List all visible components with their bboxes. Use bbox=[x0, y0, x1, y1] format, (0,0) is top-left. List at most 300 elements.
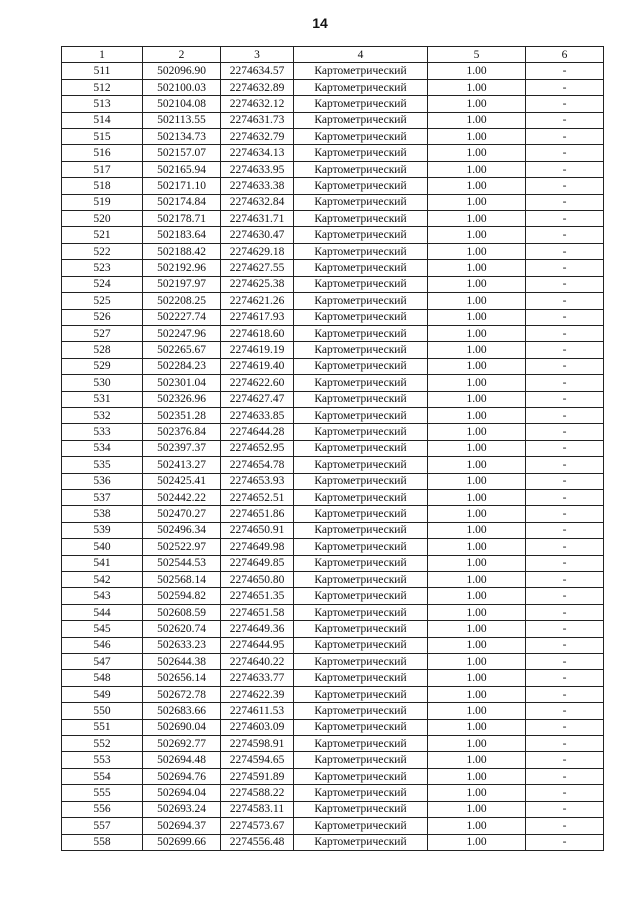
table-row bbox=[62, 670, 604, 686]
point-number-cell: 518 bbox=[62, 178, 143, 194]
note-cell: - bbox=[526, 96, 604, 112]
accuracy-cell: 1.00 bbox=[428, 686, 526, 702]
x-coordinate-cell: 502284.23 bbox=[143, 358, 221, 374]
table-row bbox=[62, 654, 604, 670]
point-number-cell: 551 bbox=[62, 719, 143, 735]
x-coordinate-cell: 502425.41 bbox=[143, 473, 221, 489]
table-row bbox=[62, 260, 604, 276]
x-coordinate-cell: 502208.25 bbox=[143, 293, 221, 309]
column-header: 6 bbox=[526, 47, 604, 63]
x-coordinate-cell: 502544.53 bbox=[143, 555, 221, 571]
method-cell: Картометрический bbox=[294, 604, 428, 620]
method-cell: Картометрический bbox=[294, 309, 428, 325]
method-cell: Картометрический bbox=[294, 145, 428, 161]
table-row bbox=[62, 473, 604, 489]
x-coordinate-cell: 502694.04 bbox=[143, 785, 221, 801]
point-number-cell: 558 bbox=[62, 834, 143, 850]
note-cell: - bbox=[526, 276, 604, 292]
method-cell: Картометрический bbox=[294, 489, 428, 505]
x-coordinate-cell: 502197.97 bbox=[143, 276, 221, 292]
y-coordinate-cell: 2274632.79 bbox=[221, 129, 294, 145]
note-cell: - bbox=[526, 752, 604, 768]
table-body bbox=[62, 63, 604, 851]
y-coordinate-cell: 2274651.86 bbox=[221, 506, 294, 522]
note-cell: - bbox=[526, 703, 604, 719]
x-coordinate-cell: 502192.96 bbox=[143, 260, 221, 276]
note-cell: - bbox=[526, 654, 604, 670]
x-coordinate-cell: 502694.76 bbox=[143, 768, 221, 784]
table-row bbox=[62, 391, 604, 407]
note-cell: - bbox=[526, 834, 604, 850]
accuracy-cell: 1.00 bbox=[428, 604, 526, 620]
y-coordinate-cell: 2274556.48 bbox=[221, 834, 294, 850]
accuracy-cell: 1.00 bbox=[428, 637, 526, 653]
method-cell: Картометрический bbox=[294, 522, 428, 538]
method-cell: Картометрический bbox=[294, 588, 428, 604]
method-cell: Картометрический bbox=[294, 703, 428, 719]
note-cell: - bbox=[526, 506, 604, 522]
table-row bbox=[62, 375, 604, 391]
point-number-cell: 539 bbox=[62, 522, 143, 538]
table-row bbox=[62, 178, 604, 194]
method-cell: Картометрический bbox=[294, 670, 428, 686]
accuracy-cell: 1.00 bbox=[428, 325, 526, 341]
table-row bbox=[62, 588, 604, 604]
x-coordinate-cell: 502096.90 bbox=[143, 63, 221, 79]
point-number-cell: 547 bbox=[62, 654, 143, 670]
note-cell: - bbox=[526, 719, 604, 735]
x-coordinate-cell: 502376.84 bbox=[143, 424, 221, 440]
y-coordinate-cell: 2274630.47 bbox=[221, 227, 294, 243]
method-cell: Картометрический bbox=[294, 227, 428, 243]
accuracy-cell: 1.00 bbox=[428, 506, 526, 522]
x-coordinate-cell: 502594.82 bbox=[143, 588, 221, 604]
method-cell: Картометрический bbox=[294, 79, 428, 95]
x-coordinate-cell: 502326.96 bbox=[143, 391, 221, 407]
y-coordinate-cell: 2274634.57 bbox=[221, 63, 294, 79]
table-row bbox=[62, 227, 604, 243]
method-cell: Картометрический bbox=[294, 637, 428, 653]
method-cell: Картометрический bbox=[294, 752, 428, 768]
table-row bbox=[62, 703, 604, 719]
y-coordinate-cell: 2274654.78 bbox=[221, 457, 294, 473]
note-cell: - bbox=[526, 358, 604, 374]
accuracy-cell: 1.00 bbox=[428, 276, 526, 292]
y-coordinate-cell: 2274650.80 bbox=[221, 572, 294, 588]
point-number-cell: 520 bbox=[62, 211, 143, 227]
x-coordinate-cell: 502157.07 bbox=[143, 145, 221, 161]
accuracy-cell: 1.00 bbox=[428, 670, 526, 686]
y-coordinate-cell: 2274618.60 bbox=[221, 325, 294, 341]
y-coordinate-cell: 2274598.91 bbox=[221, 736, 294, 752]
method-cell: Картометрический bbox=[294, 407, 428, 423]
y-coordinate-cell: 2274653.93 bbox=[221, 473, 294, 489]
note-cell: - bbox=[526, 112, 604, 128]
y-coordinate-cell: 2274640.22 bbox=[221, 654, 294, 670]
note-cell: - bbox=[526, 325, 604, 341]
x-coordinate-cell: 502672.78 bbox=[143, 686, 221, 702]
point-number-cell: 545 bbox=[62, 621, 143, 637]
x-coordinate-cell: 502301.04 bbox=[143, 375, 221, 391]
method-cell: Картометрический bbox=[294, 539, 428, 555]
note-cell: - bbox=[526, 440, 604, 456]
y-coordinate-cell: 2274644.95 bbox=[221, 637, 294, 653]
x-coordinate-cell: 502113.55 bbox=[143, 112, 221, 128]
note-cell: - bbox=[526, 736, 604, 752]
method-cell: Картометрический bbox=[294, 818, 428, 834]
note-cell: - bbox=[526, 489, 604, 505]
note-cell: - bbox=[526, 555, 604, 571]
x-coordinate-cell: 502656.14 bbox=[143, 670, 221, 686]
table-row bbox=[62, 752, 604, 768]
note-cell: - bbox=[526, 522, 604, 538]
note-cell: - bbox=[526, 227, 604, 243]
table-row bbox=[62, 325, 604, 341]
accuracy-cell: 1.00 bbox=[428, 522, 526, 538]
accuracy-cell: 1.00 bbox=[428, 342, 526, 358]
y-coordinate-cell: 2274644.28 bbox=[221, 424, 294, 440]
accuracy-cell: 1.00 bbox=[428, 719, 526, 735]
x-coordinate-cell: 502683.66 bbox=[143, 703, 221, 719]
point-number-cell: 552 bbox=[62, 736, 143, 752]
method-cell: Картометрический bbox=[294, 63, 428, 79]
y-coordinate-cell: 2274631.71 bbox=[221, 211, 294, 227]
point-number-cell: 542 bbox=[62, 572, 143, 588]
table-row bbox=[62, 572, 604, 588]
point-number-cell: 549 bbox=[62, 686, 143, 702]
note-cell: - bbox=[526, 473, 604, 489]
x-coordinate-cell: 502171.10 bbox=[143, 178, 221, 194]
y-coordinate-cell: 2274619.19 bbox=[221, 342, 294, 358]
accuracy-cell: 1.00 bbox=[428, 161, 526, 177]
note-cell: - bbox=[526, 686, 604, 702]
point-number-cell: 519 bbox=[62, 194, 143, 210]
point-number-cell: 521 bbox=[62, 227, 143, 243]
point-number-cell: 532 bbox=[62, 407, 143, 423]
method-cell: Картометрический bbox=[294, 375, 428, 391]
x-coordinate-cell: 502608.59 bbox=[143, 604, 221, 620]
note-cell: - bbox=[526, 342, 604, 358]
y-coordinate-cell: 2274651.35 bbox=[221, 588, 294, 604]
point-number-cell: 523 bbox=[62, 260, 143, 276]
note-cell: - bbox=[526, 293, 604, 309]
column-header: 1 bbox=[62, 47, 143, 63]
method-cell: Картометрический bbox=[294, 112, 428, 128]
y-coordinate-cell: 2274651.58 bbox=[221, 604, 294, 620]
method-cell: Картометрический bbox=[294, 654, 428, 670]
y-coordinate-cell: 2274631.73 bbox=[221, 112, 294, 128]
note-cell: - bbox=[526, 79, 604, 95]
point-number-cell: 530 bbox=[62, 375, 143, 391]
x-coordinate-cell: 502247.96 bbox=[143, 325, 221, 341]
y-coordinate-cell: 2274649.36 bbox=[221, 621, 294, 637]
y-coordinate-cell: 2274611.53 bbox=[221, 703, 294, 719]
table-row bbox=[62, 358, 604, 374]
point-number-cell: 544 bbox=[62, 604, 143, 620]
y-coordinate-cell: 2274650.91 bbox=[221, 522, 294, 538]
method-cell: Картометрический bbox=[294, 293, 428, 309]
note-cell: - bbox=[526, 572, 604, 588]
point-number-cell: 550 bbox=[62, 703, 143, 719]
accuracy-cell: 1.00 bbox=[428, 834, 526, 850]
table-row bbox=[62, 785, 604, 801]
x-coordinate-cell: 502620.74 bbox=[143, 621, 221, 637]
method-cell: Картометрический bbox=[294, 358, 428, 374]
accuracy-cell: 1.00 bbox=[428, 96, 526, 112]
point-number-cell: 526 bbox=[62, 309, 143, 325]
accuracy-cell: 1.00 bbox=[428, 79, 526, 95]
method-cell: Картометрический bbox=[294, 621, 428, 637]
x-coordinate-cell: 502351.28 bbox=[143, 407, 221, 423]
accuracy-cell: 1.00 bbox=[428, 768, 526, 784]
point-number-cell: 528 bbox=[62, 342, 143, 358]
method-cell: Картометрический bbox=[294, 719, 428, 735]
accuracy-cell: 1.00 bbox=[428, 145, 526, 161]
point-number-cell: 537 bbox=[62, 489, 143, 505]
point-number-cell: 525 bbox=[62, 293, 143, 309]
x-coordinate-cell: 502397.37 bbox=[143, 440, 221, 456]
note-cell: - bbox=[526, 260, 604, 276]
y-coordinate-cell: 2274588.22 bbox=[221, 785, 294, 801]
table-row bbox=[62, 161, 604, 177]
method-cell: Картометрический bbox=[294, 801, 428, 817]
y-coordinate-cell: 2274652.51 bbox=[221, 489, 294, 505]
accuracy-cell: 1.00 bbox=[428, 227, 526, 243]
point-number-cell: 529 bbox=[62, 358, 143, 374]
accuracy-cell: 1.00 bbox=[428, 424, 526, 440]
x-coordinate-cell: 502174.84 bbox=[143, 194, 221, 210]
method-cell: Картометрический bbox=[294, 457, 428, 473]
point-number-cell: 553 bbox=[62, 752, 143, 768]
table-row bbox=[62, 489, 604, 505]
accuracy-cell: 1.00 bbox=[428, 178, 526, 194]
point-number-cell: 541 bbox=[62, 555, 143, 571]
column-header: 2 bbox=[143, 47, 221, 63]
note-cell: - bbox=[526, 588, 604, 604]
note-cell: - bbox=[526, 309, 604, 325]
table-row bbox=[62, 407, 604, 423]
point-number-cell: 514 bbox=[62, 112, 143, 128]
point-number-cell: 512 bbox=[62, 79, 143, 95]
y-coordinate-cell: 2274621.26 bbox=[221, 293, 294, 309]
table-row bbox=[62, 457, 604, 473]
table-row bbox=[62, 211, 604, 227]
method-cell: Картометрический bbox=[294, 785, 428, 801]
accuracy-cell: 1.00 bbox=[428, 457, 526, 473]
accuracy-cell: 1.00 bbox=[428, 654, 526, 670]
table-row bbox=[62, 243, 604, 259]
note-cell: - bbox=[526, 818, 604, 834]
table-row bbox=[62, 145, 604, 161]
y-coordinate-cell: 2274632.89 bbox=[221, 79, 294, 95]
point-number-cell: 540 bbox=[62, 539, 143, 555]
table-row bbox=[62, 621, 604, 637]
table-row bbox=[62, 834, 604, 850]
y-coordinate-cell: 2274603.09 bbox=[221, 719, 294, 735]
y-coordinate-cell: 2274632.84 bbox=[221, 194, 294, 210]
column-header: 3 bbox=[221, 47, 294, 63]
table-row bbox=[62, 424, 604, 440]
y-coordinate-cell: 2274633.77 bbox=[221, 670, 294, 686]
note-cell: - bbox=[526, 391, 604, 407]
accuracy-cell: 1.00 bbox=[428, 555, 526, 571]
table-row bbox=[62, 801, 604, 817]
point-number-cell: 515 bbox=[62, 129, 143, 145]
x-coordinate-cell: 502693.24 bbox=[143, 801, 221, 817]
point-number-cell: 543 bbox=[62, 588, 143, 604]
accuracy-cell: 1.00 bbox=[428, 293, 526, 309]
note-cell: - bbox=[526, 801, 604, 817]
table-row bbox=[62, 719, 604, 735]
note-cell: - bbox=[526, 637, 604, 653]
table-row bbox=[62, 686, 604, 702]
point-number-cell: 513 bbox=[62, 96, 143, 112]
coordinates-table bbox=[61, 46, 604, 851]
point-number-cell: 548 bbox=[62, 670, 143, 686]
method-cell: Картометрический bbox=[294, 243, 428, 259]
method-cell: Картометрический bbox=[294, 686, 428, 702]
point-number-cell: 531 bbox=[62, 391, 143, 407]
accuracy-cell: 1.00 bbox=[428, 112, 526, 128]
accuracy-cell: 1.00 bbox=[428, 621, 526, 637]
note-cell: - bbox=[526, 375, 604, 391]
x-coordinate-cell: 502633.23 bbox=[143, 637, 221, 653]
table-row bbox=[62, 522, 604, 538]
note-cell: - bbox=[526, 670, 604, 686]
method-cell: Картометрический bbox=[294, 211, 428, 227]
x-coordinate-cell: 502188.42 bbox=[143, 243, 221, 259]
accuracy-cell: 1.00 bbox=[428, 736, 526, 752]
y-coordinate-cell: 2274633.85 bbox=[221, 407, 294, 423]
point-number-cell: 546 bbox=[62, 637, 143, 653]
note-cell: - bbox=[526, 129, 604, 145]
note-cell: - bbox=[526, 161, 604, 177]
accuracy-cell: 1.00 bbox=[428, 129, 526, 145]
table-row bbox=[62, 818, 604, 834]
table-row bbox=[62, 129, 604, 145]
point-number-cell: 535 bbox=[62, 457, 143, 473]
accuracy-cell: 1.00 bbox=[428, 801, 526, 817]
note-cell: - bbox=[526, 539, 604, 555]
note-cell: - bbox=[526, 785, 604, 801]
x-coordinate-cell: 502227.74 bbox=[143, 309, 221, 325]
y-coordinate-cell: 2274573.67 bbox=[221, 818, 294, 834]
method-cell: Картометрический bbox=[294, 834, 428, 850]
x-coordinate-cell: 502100.03 bbox=[143, 79, 221, 95]
y-coordinate-cell: 2274627.47 bbox=[221, 391, 294, 407]
column-header: 4 bbox=[294, 47, 428, 63]
y-coordinate-cell: 2274627.55 bbox=[221, 260, 294, 276]
x-coordinate-cell: 502644.38 bbox=[143, 654, 221, 670]
note-cell: - bbox=[526, 768, 604, 784]
method-cell: Картометрический bbox=[294, 96, 428, 112]
table-row bbox=[62, 79, 604, 95]
table-row bbox=[62, 539, 604, 555]
point-number-cell: 517 bbox=[62, 161, 143, 177]
accuracy-cell: 1.00 bbox=[428, 572, 526, 588]
method-cell: Картометрический bbox=[294, 276, 428, 292]
table-row bbox=[62, 604, 604, 620]
table-row bbox=[62, 768, 604, 784]
note-cell: - bbox=[526, 457, 604, 473]
note-cell: - bbox=[526, 407, 604, 423]
accuracy-cell: 1.00 bbox=[428, 539, 526, 555]
y-coordinate-cell: 2274622.39 bbox=[221, 686, 294, 702]
note-cell: - bbox=[526, 178, 604, 194]
accuracy-cell: 1.00 bbox=[428, 752, 526, 768]
coordinates-table-wrapper bbox=[61, 46, 604, 851]
accuracy-cell: 1.00 bbox=[428, 375, 526, 391]
note-cell: - bbox=[526, 145, 604, 161]
note-cell: - bbox=[526, 194, 604, 210]
accuracy-cell: 1.00 bbox=[428, 211, 526, 227]
x-coordinate-cell: 502104.08 bbox=[143, 96, 221, 112]
y-coordinate-cell: 2274591.89 bbox=[221, 768, 294, 784]
x-coordinate-cell: 502134.73 bbox=[143, 129, 221, 145]
accuracy-cell: 1.00 bbox=[428, 703, 526, 719]
x-coordinate-cell: 502470.27 bbox=[143, 506, 221, 522]
page-number: 14 bbox=[312, 15, 328, 31]
table-header-row bbox=[62, 47, 604, 63]
table-row bbox=[62, 96, 604, 112]
y-coordinate-cell: 2274625.38 bbox=[221, 276, 294, 292]
x-coordinate-cell: 502413.27 bbox=[143, 457, 221, 473]
table-row bbox=[62, 342, 604, 358]
method-cell: Картометрический bbox=[294, 129, 428, 145]
x-coordinate-cell: 502694.48 bbox=[143, 752, 221, 768]
y-coordinate-cell: 2274583.11 bbox=[221, 801, 294, 817]
accuracy-cell: 1.00 bbox=[428, 243, 526, 259]
method-cell: Картометрический bbox=[294, 506, 428, 522]
x-coordinate-cell: 502694.37 bbox=[143, 818, 221, 834]
method-cell: Картометрический bbox=[294, 572, 428, 588]
table-row bbox=[62, 194, 604, 210]
method-cell: Картометрический bbox=[294, 194, 428, 210]
point-number-cell: 527 bbox=[62, 325, 143, 341]
note-cell: - bbox=[526, 63, 604, 79]
y-coordinate-cell: 2274622.60 bbox=[221, 375, 294, 391]
y-coordinate-cell: 2274652.95 bbox=[221, 440, 294, 456]
point-number-cell: 554 bbox=[62, 768, 143, 784]
accuracy-cell: 1.00 bbox=[428, 473, 526, 489]
table-row bbox=[62, 309, 604, 325]
y-coordinate-cell: 2274594.65 bbox=[221, 752, 294, 768]
point-number-cell: 511 bbox=[62, 63, 143, 79]
accuracy-cell: 1.00 bbox=[428, 358, 526, 374]
point-number-cell: 524 bbox=[62, 276, 143, 292]
accuracy-cell: 1.00 bbox=[428, 818, 526, 834]
point-number-cell: 557 bbox=[62, 818, 143, 834]
accuracy-cell: 1.00 bbox=[428, 489, 526, 505]
x-coordinate-cell: 502442.22 bbox=[143, 489, 221, 505]
x-coordinate-cell: 502165.94 bbox=[143, 161, 221, 177]
x-coordinate-cell: 502178.71 bbox=[143, 211, 221, 227]
method-cell: Картометрический bbox=[294, 424, 428, 440]
note-cell: - bbox=[526, 621, 604, 637]
method-cell: Картометрический bbox=[294, 391, 428, 407]
accuracy-cell: 1.00 bbox=[428, 309, 526, 325]
point-number-cell: 536 bbox=[62, 473, 143, 489]
point-number-cell: 556 bbox=[62, 801, 143, 817]
table-row bbox=[62, 555, 604, 571]
x-coordinate-cell: 502690.04 bbox=[143, 719, 221, 735]
x-coordinate-cell: 502183.64 bbox=[143, 227, 221, 243]
x-coordinate-cell: 502692.77 bbox=[143, 736, 221, 752]
point-number-cell: 522 bbox=[62, 243, 143, 259]
table-row bbox=[62, 506, 604, 522]
y-coordinate-cell: 2274649.85 bbox=[221, 555, 294, 571]
accuracy-cell: 1.00 bbox=[428, 391, 526, 407]
